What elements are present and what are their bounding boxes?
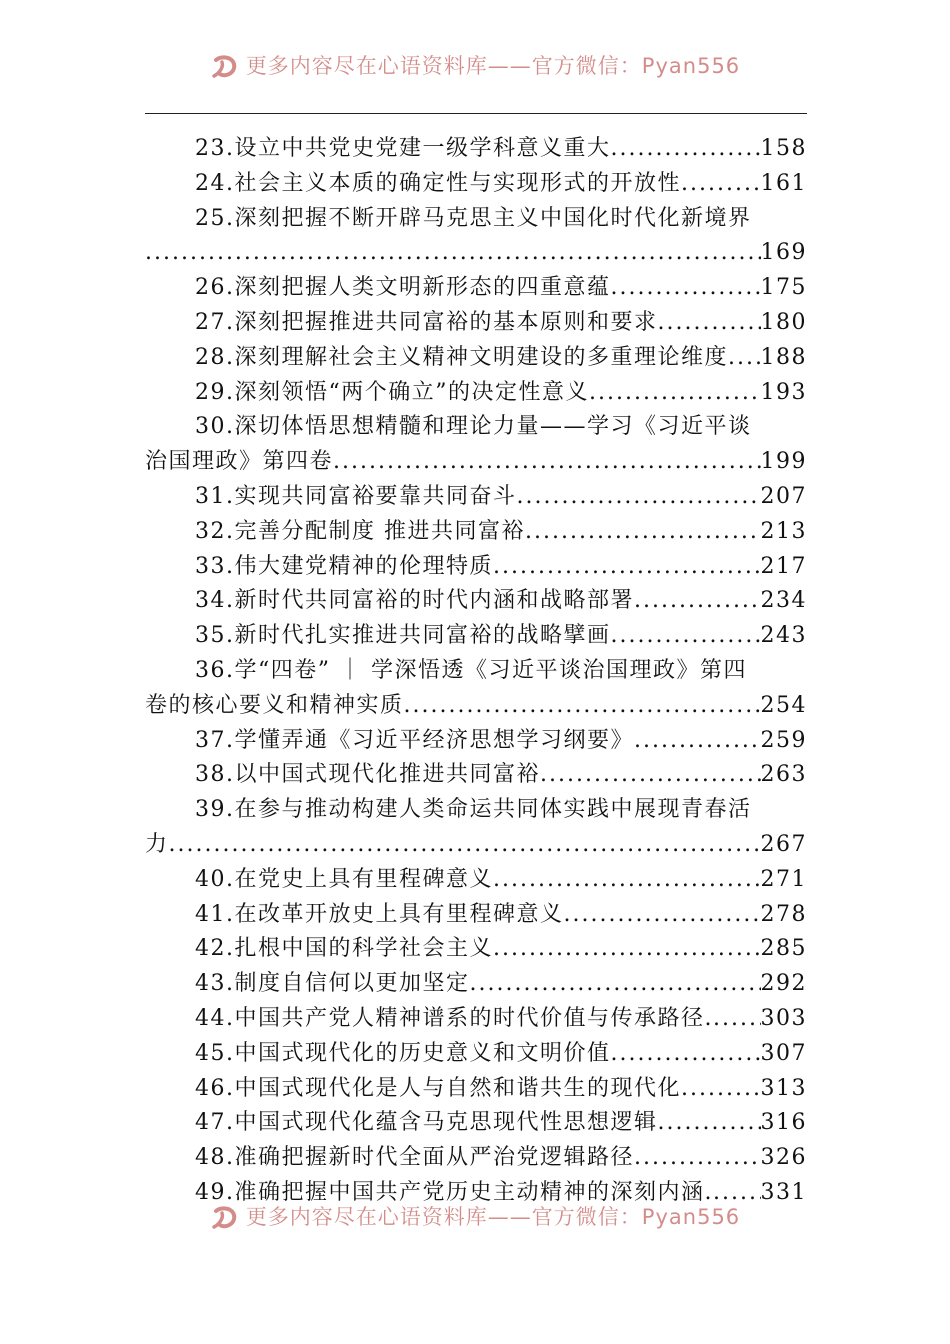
- toc-page-number: 161: [760, 170, 807, 196]
- toc-entry-number: 39.: [195, 797, 235, 823]
- toc-entry-title: [195, 724, 634, 759]
- toc-entry-number: 37.: [195, 727, 235, 753]
- toc-entry-text: 深刻把握不断开辟马克思主义中国化时代化新境界: [234, 205, 752, 231]
- toc-entry-text: 社会主义本质的确定性与实现形式的开放性: [234, 170, 682, 196]
- toc-page-number: 175: [760, 275, 807, 301]
- table-of-contents: [145, 132, 807, 1211]
- header-text: 更多内容尽在心语资料库——官方微信：Pyan556: [245, 54, 741, 78]
- toc-entry-title: [195, 376, 589, 411]
- logo-icon: [210, 1203, 240, 1233]
- toc-page-number: 303: [760, 1005, 807, 1031]
- toc-page-number: 331: [760, 1179, 807, 1205]
- toc-page-number: 169: [760, 240, 807, 266]
- toc-entry-text: 在参与推动构建人类命运共同体实践中展现青春活: [234, 797, 752, 823]
- toc-page-number: 180: [760, 309, 807, 335]
- toc-page-number: 199: [760, 449, 807, 475]
- header-rule: [145, 113, 807, 114]
- toc-entry-title: [195, 515, 525, 550]
- toc-entry-text: 中国式现代化的历史意义和文明价值: [234, 1040, 611, 1066]
- toc-page-number: 243: [760, 623, 807, 649]
- toc-entry-number: 40.: [195, 866, 235, 892]
- toc-entry-text: 深刻把握推进共同富裕的基本原则和要求: [234, 309, 658, 335]
- toc-entry-text: 实现共同富裕要靠共同奋斗: [234, 483, 517, 509]
- toc-entry-text: 在党史上具有里程碑意义: [234, 866, 494, 892]
- toc-entry-text: 伟大建党精神的伦理特质: [234, 553, 494, 579]
- toc-entry-title: [195, 758, 540, 793]
- toc-entry-text: 中国式现代化是人与自然和谐共生的现代化: [234, 1075, 682, 1101]
- toc-entry[interactable]: [145, 584, 807, 619]
- logo-icon: [210, 52, 240, 82]
- dot-leader: [589, 376, 761, 411]
- toc-entry-number: 43.: [195, 971, 235, 997]
- toc-entry-number: 38.: [195, 762, 235, 788]
- toc-entry-title: [195, 306, 658, 341]
- toc-entry-title: [195, 1072, 681, 1107]
- toc-entry[interactable]: [145, 341, 807, 376]
- dot-leader: [713, 1002, 761, 1037]
- toc-entry-number: 23.: [195, 136, 235, 161]
- toc-page-number: 217: [760, 553, 807, 579]
- toc-entry-number: 42.: [195, 936, 235, 962]
- toc-entry[interactable]: [145, 619, 807, 654]
- toc-entry-title: [195, 793, 752, 828]
- toc-entry-title: [195, 202, 752, 237]
- toc-entry-text: 在改革开放史上具有里程碑意义: [234, 901, 564, 927]
- toc-page-number: 193: [760, 379, 807, 405]
- toc-entry[interactable]: [145, 515, 807, 550]
- toc-entry-number: 49.: [195, 1179, 235, 1205]
- toc-entry[interactable]: [145, 793, 807, 863]
- dot-leader: [658, 1106, 761, 1141]
- toc-entry-text: 新时代扎实推进共同富裕的战略擘画: [234, 623, 611, 649]
- toc-entry-number: 30.: [195, 414, 235, 440]
- toc-entry-title: [195, 654, 747, 689]
- toc-entry[interactable]: [145, 1141, 807, 1176]
- toc-entry-text: 新时代共同富裕的时代内涵和战略部署: [234, 588, 635, 614]
- toc-page-number: 207: [760, 483, 807, 509]
- dot-leader: [470, 967, 761, 1002]
- toc-entry-title: [195, 898, 564, 933]
- toc-entry-number: 28.: [195, 344, 235, 370]
- toc-page-number: 307: [760, 1040, 807, 1066]
- toc-entry[interactable]: [145, 1002, 807, 1037]
- toc-entry-title: [195, 410, 752, 445]
- toc-entry-number: 45.: [195, 1040, 235, 1066]
- toc-entry-text: 学“四卷” ｜ 学深悟透《习近平谈治国理政》第四: [234, 657, 747, 683]
- toc-entry-text: 深切体悟思想精髓和理论力量——学习《习近平谈: [234, 414, 752, 440]
- dot-leader: [493, 863, 760, 898]
- toc-entry-number: 35.: [195, 623, 235, 649]
- dot-leader: [611, 1037, 761, 1072]
- toc-entry[interactable]: [145, 167, 807, 202]
- header-watermark: [210, 52, 740, 82]
- toc-entry-text-continued: 力: [145, 831, 169, 857]
- toc-entry-number: 34.: [195, 588, 235, 614]
- toc-entry-number: 46.: [195, 1075, 235, 1101]
- toc-entry[interactable]: [145, 1072, 807, 1107]
- toc-page-number: 316: [760, 1110, 807, 1136]
- toc-entry-text: 准确把握中国共产党历史主动精神的深刻内涵.: [234, 1179, 713, 1205]
- toc-entry[interactable]: [145, 410, 807, 480]
- toc-entry-text-continued: 卷的核心要义和精神实质: [145, 692, 404, 718]
- toc-entry[interactable]: [145, 1106, 807, 1141]
- dot-leader: [404, 689, 761, 724]
- dot-leader: [658, 306, 761, 341]
- toc-entry-title: [195, 932, 493, 967]
- toc-entry-title: [195, 341, 728, 376]
- toc-entry-text: 扎根中国的科学社会主义: [234, 936, 494, 962]
- toc-entry[interactable]: [145, 724, 807, 759]
- toc-entry-title: [195, 1141, 634, 1176]
- toc-entry-text: 以中国式现代化推进共同富裕: [234, 762, 541, 788]
- toc-entry-title: [195, 550, 493, 585]
- toc-entry-number: 29.: [195, 379, 235, 405]
- dot-leader: [145, 236, 761, 271]
- toc-entry[interactable]: [145, 376, 807, 411]
- toc-page-number: 326: [760, 1145, 807, 1171]
- toc-entry-title: [195, 1002, 713, 1037]
- toc-entry-text: 完善分配制度 推进共同富裕: [234, 518, 525, 544]
- toc-entry-text: 设立中共党史党建一级学科意义重大: [234, 136, 611, 161]
- toc-entry-number: 26.: [195, 275, 235, 301]
- toc-page-number: 259: [760, 727, 807, 753]
- page-header: [0, 52, 950, 92]
- toc-entry-text: 深刻领悟“两个确立”的决定性意义: [234, 379, 589, 405]
- footer-watermark: [210, 1203, 740, 1233]
- dot-leader: [634, 584, 760, 619]
- toc-entry-title: [195, 480, 517, 515]
- toc-entry-text: 学懂弄通《习近平经济思想学习纲要》: [234, 727, 635, 753]
- toc-page-number: 313: [760, 1075, 807, 1101]
- dot-leader: [517, 480, 761, 515]
- toc-entry-number: 31.: [195, 483, 235, 509]
- dot-leader: [681, 167, 760, 202]
- dot-leader: [493, 550, 760, 585]
- toc-entry-title: [195, 967, 470, 1002]
- toc-page-number: 158: [760, 136, 807, 161]
- toc-entry-number: 36.: [195, 657, 235, 683]
- toc-entry-number: 32.: [195, 518, 235, 544]
- toc-entry-number: 47.: [195, 1110, 235, 1136]
- dot-leader: [525, 515, 761, 550]
- toc-entry[interactable]: [145, 202, 807, 272]
- dot-leader: [564, 898, 761, 933]
- footer-text: 更多内容尽在心语资料库——官方微信：Pyan556: [245, 1205, 741, 1229]
- toc-entry[interactable]: [145, 654, 807, 724]
- toc-entry-number: 33.: [195, 553, 235, 579]
- toc-entry-text: 深刻理解社会主义精神文明建设的多重理论维度: [234, 344, 729, 370]
- toc-entry-title: [195, 863, 493, 898]
- toc-entry[interactable]: [145, 863, 807, 898]
- toc-entry-number: 44.: [195, 1005, 235, 1031]
- page-footer: [0, 1203, 950, 1243]
- toc-entry[interactable]: [145, 967, 807, 1002]
- toc-page-number: 285: [760, 936, 807, 962]
- toc-page-number: 263: [760, 762, 807, 788]
- dot-leader: [169, 828, 761, 863]
- toc-entry-number: 24.: [195, 170, 235, 196]
- dot-leader: [611, 271, 761, 306]
- toc-entry-title: [195, 1037, 611, 1072]
- toc-entry[interactable]: [145, 550, 807, 585]
- toc-entry[interactable]: [145, 898, 807, 933]
- toc-entry-text-continued: 治国理政》第四卷: [145, 449, 334, 475]
- toc-entry-number: 48.: [195, 1145, 235, 1171]
- dot-leader: [493, 932, 760, 967]
- dot-leader: [611, 619, 761, 654]
- toc-entry[interactable]: [145, 758, 807, 793]
- toc-page-number: 292: [760, 971, 807, 997]
- toc-entry-text: 深刻把握人类文明新形态的四重意蕴: [234, 275, 611, 301]
- toc-page-number: 234: [760, 588, 807, 614]
- toc-entry-number: 25.: [195, 205, 235, 231]
- toc-page-number: 213: [760, 518, 807, 544]
- toc-entry-text: 制度自信何以更加坚定: [234, 971, 470, 997]
- toc-entry[interactable]: [145, 480, 807, 515]
- toc-entry-title: [195, 619, 611, 654]
- toc-entry-number: 41.: [195, 901, 235, 927]
- toc-page-number: 254: [760, 692, 807, 718]
- toc-entry-title: [195, 1106, 658, 1141]
- toc-page-number: 278: [760, 901, 807, 927]
- dot-leader: [634, 724, 760, 759]
- dot-leader: [728, 341, 760, 376]
- toc-page-number: 271: [760, 866, 807, 892]
- toc-entry[interactable]: [145, 132, 807, 167]
- dot-leader: [611, 132, 761, 167]
- toc-entry-title: [195, 167, 681, 202]
- toc-page-number: 188: [760, 344, 807, 370]
- toc-entry-title: [195, 584, 634, 619]
- toc-entry-text: 准确把握新时代全面从严治党逻辑路径: [234, 1145, 635, 1171]
- dot-leader: [333, 445, 760, 480]
- toc-entry-number: 27.: [195, 309, 235, 335]
- toc-entry[interactable]: [145, 306, 807, 341]
- toc-entry-text: 中国式现代化蕴含马克思现代性思想逻辑: [234, 1110, 658, 1136]
- toc-entry-title: [195, 271, 611, 306]
- toc-entry-title: [195, 132, 611, 167]
- toc-entry[interactable]: [145, 1037, 807, 1072]
- dot-leader: [540, 758, 760, 793]
- toc-entry-text: 中国共产党人精神谱系的时代价值与传承路径.: [234, 1005, 713, 1031]
- toc-entry[interactable]: [145, 271, 807, 306]
- dot-leader: [634, 1141, 760, 1176]
- dot-leader: [681, 1072, 760, 1107]
- toc-page-number: 267: [760, 831, 807, 857]
- toc-entry[interactable]: [145, 932, 807, 967]
